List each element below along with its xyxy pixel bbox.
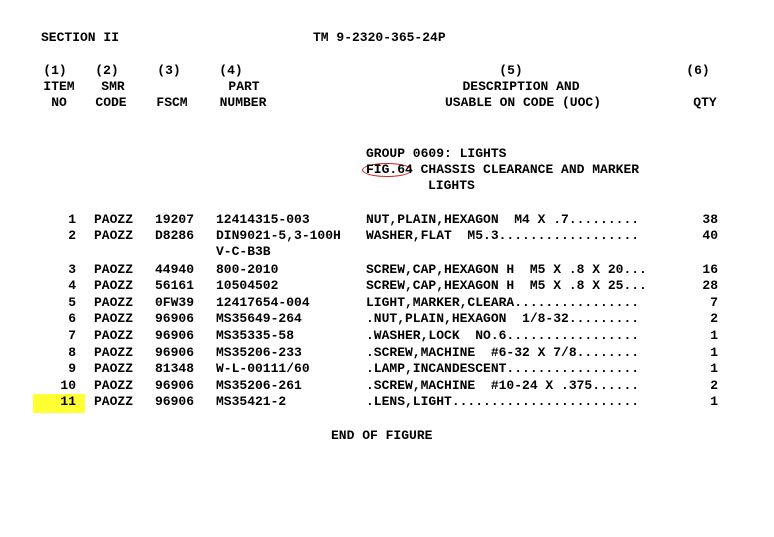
fscm: 96906 xyxy=(155,394,195,409)
qty: 2 xyxy=(710,311,718,326)
tm-number: TM 9-2320-365-24P xyxy=(313,30,446,45)
col-smr-num: (2) xyxy=(95,63,119,78)
part-number: MS35335-58 xyxy=(216,328,295,343)
smr-code: PAOZZ xyxy=(94,262,134,277)
col-fscm-num: (3) xyxy=(157,63,181,78)
qty: 16 xyxy=(702,262,718,277)
col-smr-line1: SMR xyxy=(101,79,125,94)
fscm: 96906 xyxy=(155,378,195,393)
part-number: DIN9021-5,3-100H xyxy=(216,228,341,243)
col-qty-line2: QTY xyxy=(693,95,717,110)
description: .SCREW,MACHINE #6-32 X 7/8........ xyxy=(366,345,640,360)
col-desc-line2: USABLE ON CODE (UOC) xyxy=(444,95,602,110)
col-item-num: (1) xyxy=(43,63,67,78)
item-no: 4 xyxy=(68,278,76,293)
item-no: 3 xyxy=(68,262,76,277)
qty: 7 xyxy=(710,295,718,310)
col-desc-num: (5) xyxy=(499,63,523,78)
qty: 28 xyxy=(702,278,718,293)
smr-code: PAOZZ xyxy=(94,378,134,393)
part-number: 800-2010 xyxy=(216,262,279,277)
smr-code: PAOZZ xyxy=(94,278,134,293)
col-part-line2: NUMBER xyxy=(219,95,267,110)
item-no: 2 xyxy=(68,228,76,243)
item-no: 9 xyxy=(68,361,76,376)
part-number: MS35206-261 xyxy=(216,378,302,393)
col-fscm-line2: FSCM xyxy=(156,95,188,110)
part-number: W-L-00111/60 xyxy=(216,361,310,376)
item-no: 7 xyxy=(68,328,76,343)
section-label: SECTION II xyxy=(41,30,120,45)
end-of-figure: END OF FIGURE xyxy=(331,428,433,443)
group-title: GROUP 0609: LIGHTS xyxy=(366,146,507,161)
figure-title xyxy=(366,162,639,178)
description: .LAMP,INCANDESCENT................. xyxy=(366,361,640,376)
item-no: 10 xyxy=(60,378,76,393)
fscm: 81348 xyxy=(155,361,195,376)
qty: 38 xyxy=(702,212,718,227)
fscm: 0FW39 xyxy=(155,295,195,310)
fscm: 19207 xyxy=(155,212,195,227)
fscm: 44940 xyxy=(155,262,195,277)
smr-code: PAOZZ xyxy=(94,311,134,326)
smr-code: PAOZZ xyxy=(94,228,134,243)
qty: 1 xyxy=(710,345,718,360)
smr-code: PAOZZ xyxy=(94,345,134,360)
col-item-line2: NO xyxy=(51,95,67,110)
fscm: D8286 xyxy=(155,228,195,243)
smr-code: PAOZZ xyxy=(94,212,134,227)
description: LIGHT,MARKER,CLEARA................ xyxy=(366,295,640,310)
figure-title-line2: LIGHTS xyxy=(428,178,475,193)
part-number-line2: V-C-B3B xyxy=(216,244,271,259)
col-item-line1: ITEM xyxy=(43,79,75,94)
col-part-num: (4) xyxy=(219,63,243,78)
qty: 40 xyxy=(702,228,718,243)
figure-title-rest: 4 CHASSIS CLEARANCE AND MARKER xyxy=(405,162,640,177)
item-no: 6 xyxy=(68,311,76,326)
smr-code: PAOZZ xyxy=(94,361,134,376)
fscm: 96906 xyxy=(155,311,195,326)
part-number: 12417654-004 xyxy=(216,295,310,310)
col-smr-line2: CODE xyxy=(95,95,127,110)
fscm: 56161 xyxy=(155,278,195,293)
qty: 1 xyxy=(710,328,718,343)
description: .NUT,PLAIN,HEXAGON 1/8-32......... xyxy=(366,311,640,326)
description: SCREW,CAP,HEXAGON H M5 X .8 X 25... xyxy=(366,278,647,293)
part-number: MS35206-233 xyxy=(216,345,302,360)
description: NUT,PLAIN,HEXAGON M4 X .7......... xyxy=(366,212,640,227)
description: SCREW,CAP,HEXAGON H M5 X .8 X 20... xyxy=(366,262,647,277)
qty: 2 xyxy=(710,378,718,393)
smr-code: PAOZZ xyxy=(94,328,134,343)
fscm: 96906 xyxy=(155,328,195,343)
part-number: MS35421-2 xyxy=(216,394,287,409)
fscm: 96906 xyxy=(155,345,195,360)
smr-code: PAOZZ xyxy=(94,295,134,310)
description: WASHER,FLAT M5.3.................. xyxy=(366,228,640,243)
col-part-line1: PART xyxy=(228,79,260,94)
qty: 1 xyxy=(710,361,718,376)
part-number: 12414315-003 xyxy=(216,212,310,227)
description: .SCREW,MACHINE #10-24 X .375...... xyxy=(366,378,640,393)
item-no: 11 xyxy=(60,394,76,409)
smr-code: PAOZZ xyxy=(94,394,134,409)
item-no: 5 xyxy=(68,295,76,310)
col-desc-line1: DESCRIPTION AND xyxy=(462,79,580,94)
part-number: MS35649-264 xyxy=(216,311,302,326)
part-number: 10504502 xyxy=(216,278,279,293)
item-no: 8 xyxy=(68,345,76,360)
figure-label: FIG.6 xyxy=(366,162,406,177)
description: .LENS,LIGHT........................ xyxy=(366,394,640,409)
description: .WASHER,LOCK NO.6................. xyxy=(366,328,640,343)
item-no: 1 xyxy=(68,212,76,227)
qty: 1 xyxy=(710,394,718,409)
col-qty-num: (6) xyxy=(686,63,710,78)
